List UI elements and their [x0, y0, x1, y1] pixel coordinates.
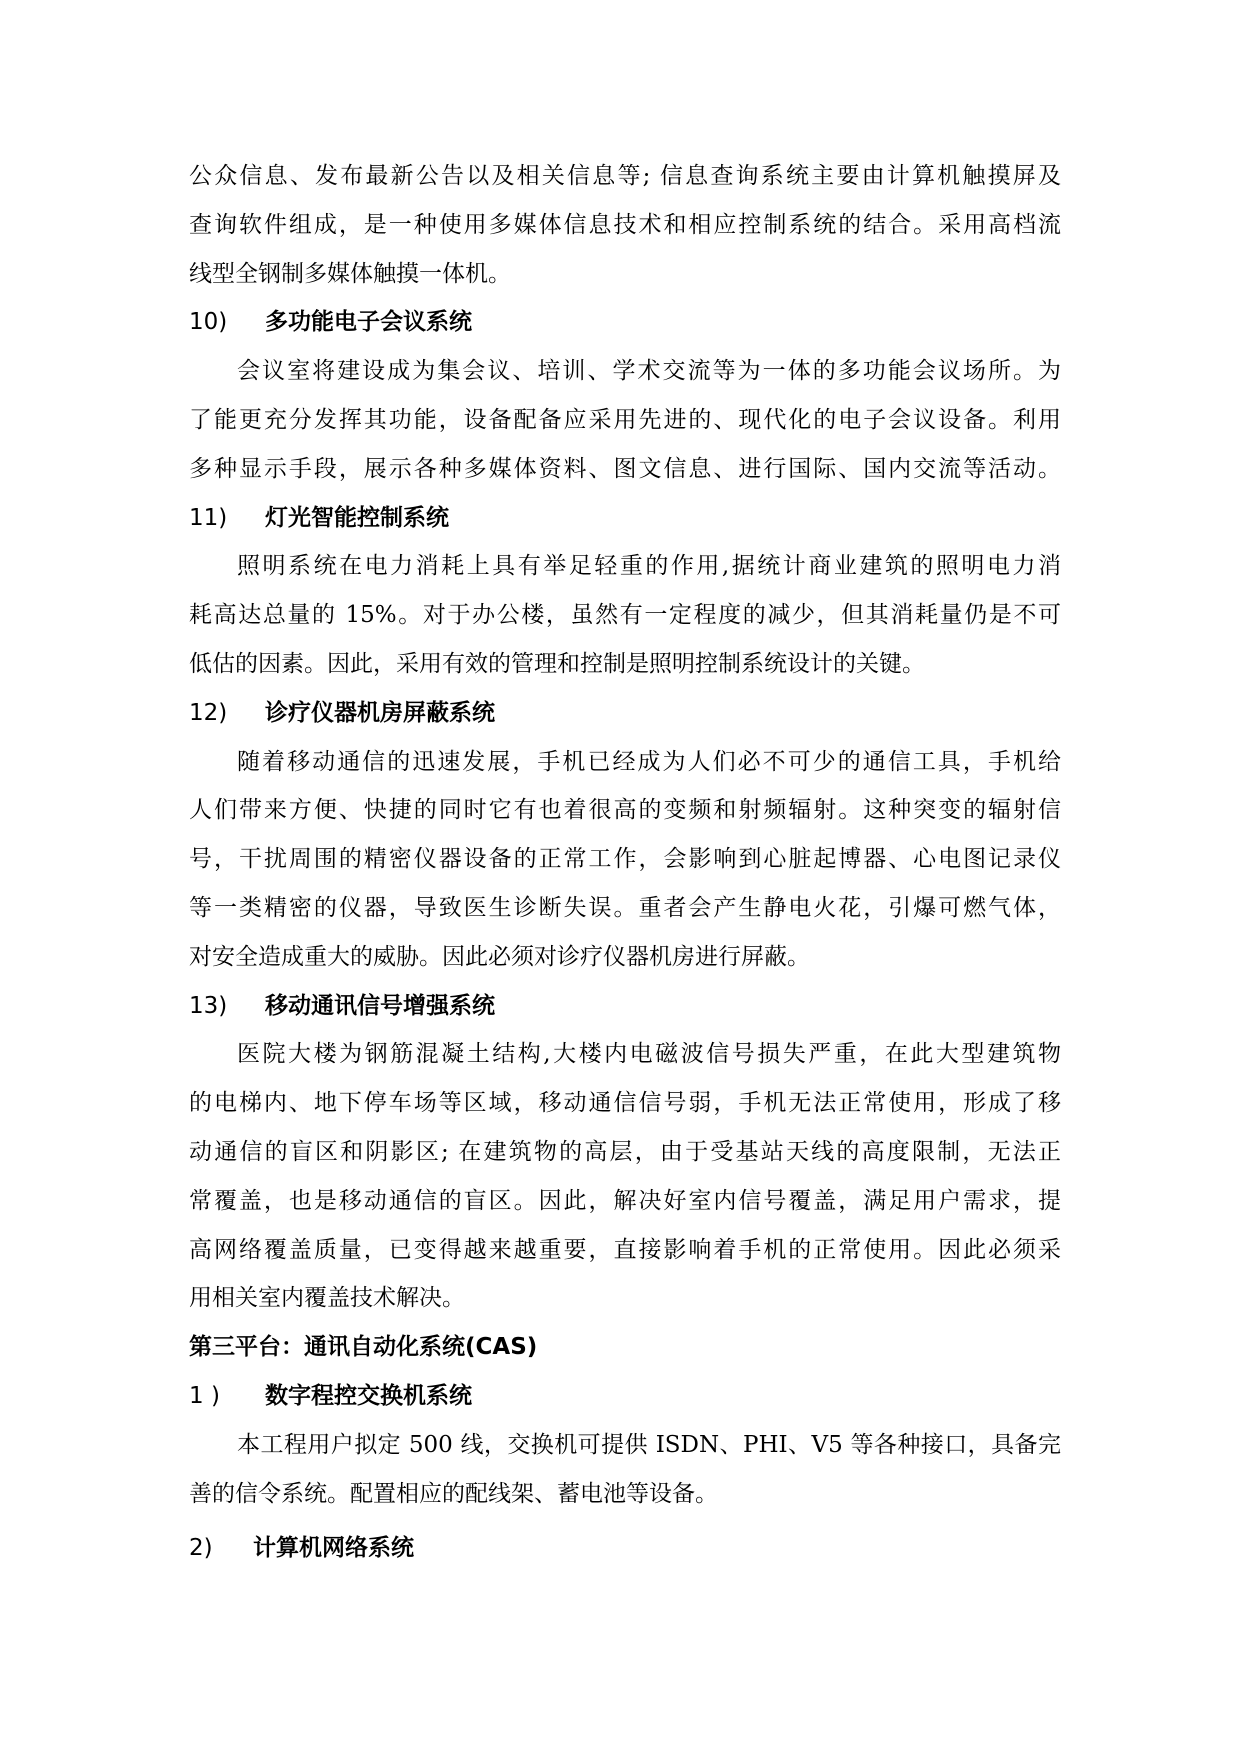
paragraph-line: 线型全钢制多媒体触摸一体机。	[189, 260, 511, 287]
section-heading-10	[189, 298, 1061, 347]
paragraph-line: 用相关室内覆盖技术解决。	[189, 1285, 465, 1312]
paragraph-line: 查询软件组成，是一种使用多媒体信息技术和相应控制系统的结合。采用高档流	[189, 211, 1061, 238]
paragraph-line: 随着移动通信的迅速发展，手机已经成为人们必不可少的通信工具，手机给	[237, 748, 1061, 775]
paragraph-line: 本工程用户拟定 500 线，交换机可提供 ISDN、PHI、V5 等各种接口，具备完	[237, 1431, 1061, 1458]
paragraph-line: 常覆盖，也是移动通信的盲区。因此，解决好室内信号覆盖，满足用户需求，提	[189, 1187, 1061, 1214]
section-10-paragraph	[189, 347, 1061, 493]
section-number: 1 )	[189, 1382, 220, 1409]
paragraph-line: 了能更充分发挥其功能，设备配备应采用先进的、现代化的电子会议设备。利用	[189, 406, 1061, 433]
paragraph-line: 善的信令系统。配置相应的配线架、蓄电池等设备。	[189, 1480, 718, 1507]
section-number: 10)	[189, 309, 228, 336]
paragraph-line: 号，干扰周围的精密仪器设备的正常工作，会影响到心脏起博器、心电图记录仪	[189, 846, 1061, 873]
subsection-heading-1	[189, 1372, 1061, 1421]
section-title: 移动通讯信号增强系统	[265, 992, 495, 1019]
paragraph-line: 耗高达总量的 15%。对于办公楼，虽然有一定程度的减少，但其消耗量仍是不可	[189, 602, 1061, 629]
section-title: 诊疗仪器机房屏蔽系统	[265, 699, 495, 726]
paragraph-line: 的电梯内、地下停车场等区域，移动通信信号弱，手机无法正常使用，形成了移	[189, 1090, 1061, 1117]
section-12-paragraph	[189, 738, 1061, 982]
section-title: 数字程控交换机系统	[265, 1382, 472, 1409]
paragraph-line: 人们带来方便、快捷的同时它有也着很高的变频和射频辐射。这种突变的辐射信	[189, 797, 1061, 824]
paragraph-line: 动通信的盲区和阴影区; 在建筑物的高层，由于受基站天线的高度限制，无法正	[189, 1138, 1061, 1165]
section-13-paragraph	[189, 1030, 1061, 1323]
platform-heading: 第三平台：通讯自动化系统(CAS)	[189, 1334, 538, 1361]
section-title: 多功能电子会议系统	[265, 309, 472, 336]
subsection-1-paragraph	[189, 1421, 1061, 1519]
section-number: 13)	[189, 992, 228, 1019]
section-number: 11)	[189, 504, 228, 531]
section-11-paragraph	[189, 542, 1061, 688]
paragraph-line: 医院大楼为钢筋混凝土结构,大楼内电磁波信号损失严重，在此大型建筑物	[237, 1041, 1061, 1068]
paragraph-line: 等一类精密的仪器，导致医生诊断失误。重者会产生静电火花，引爆可燃气体，	[189, 894, 1061, 921]
section-heading-12	[189, 689, 1061, 738]
section-heading-13	[189, 982, 1061, 1031]
subsection-heading-2	[189, 1524, 1061, 1573]
paragraph-line: 对安全造成重大的威胁。因此必须对诊疗仪器机房进行屏蔽。	[189, 943, 810, 970]
section-title: 灯光智能控制系统	[265, 504, 449, 531]
paragraph-line: 照明系统在电力消耗上具有举足轻重的作用,据统计商业建筑的照明电力消	[237, 553, 1061, 580]
paragraph-line: 公众信息、发布最新公告以及相关信息等; 信息查询系统主要由计算机触摸屏及	[189, 163, 1061, 189]
section-number: 2)	[189, 1535, 213, 1562]
section-heading-11	[189, 494, 1061, 543]
paragraph-line: 低估的因素。因此，采用有效的管理和控制是照明控制系统设计的关键。	[189, 650, 925, 677]
paragraph-line: 会议室将建设成为集会议、培训、学术交流等为一体的多功能会议场所。为	[237, 358, 1061, 385]
paragraph-line: 多种显示手段，展示各种多媒体资料、图文信息、进行国际、国内交流等活动。	[189, 455, 1061, 482]
intro-paragraph	[189, 152, 1061, 298]
section-title: 计算机网络系统	[253, 1535, 414, 1562]
paragraph-line: 高网络覆盖质量，已变得越来越重要，直接影响着手机的正常使用。因此必须采	[189, 1236, 1061, 1263]
section-number: 12)	[189, 699, 228, 726]
